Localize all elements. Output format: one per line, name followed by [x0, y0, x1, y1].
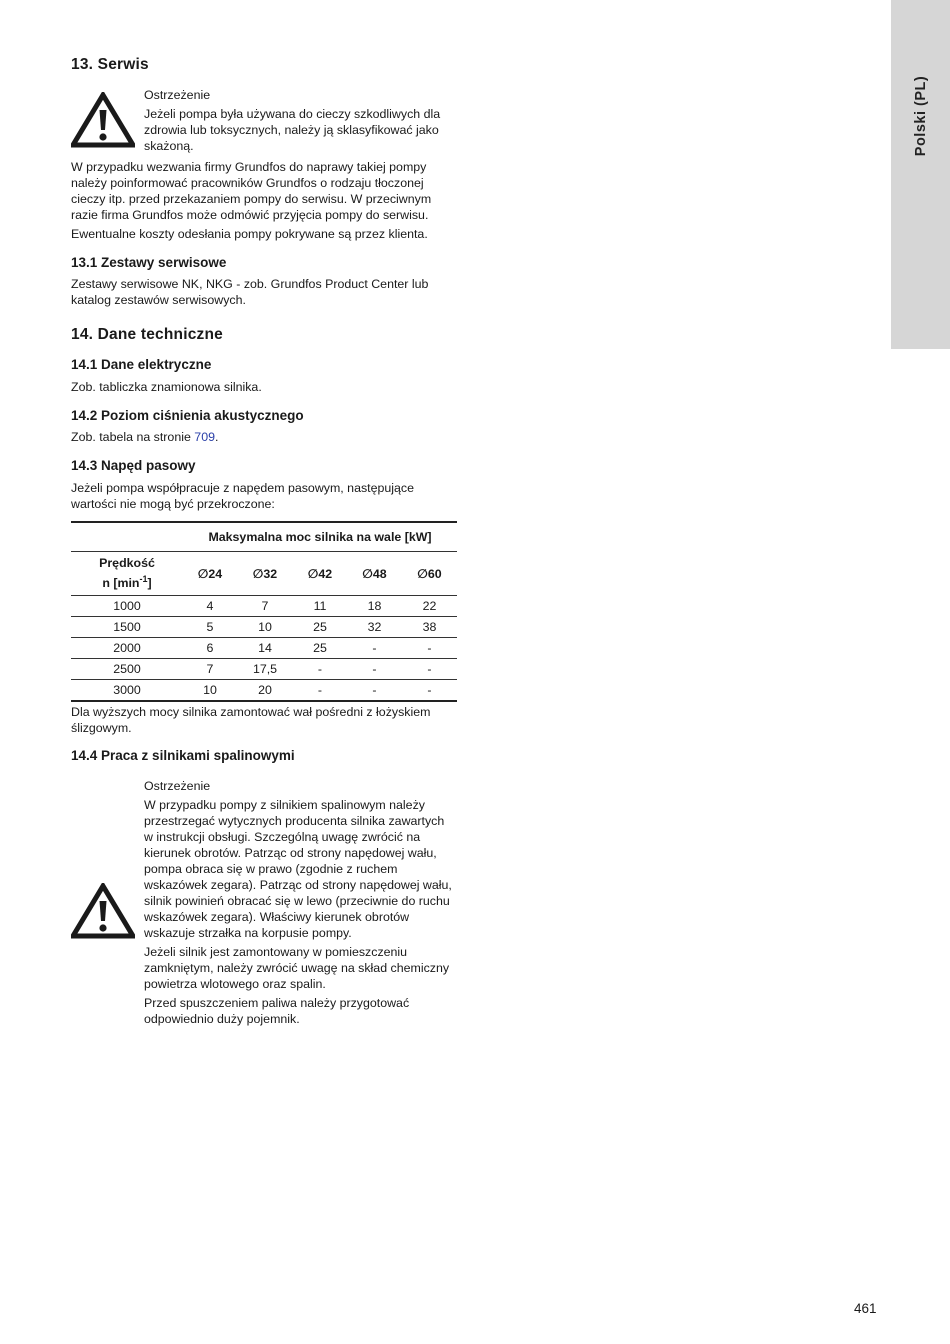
table-cell: 14	[237, 638, 293, 659]
section-13-paragraph-1: W przypadku wezwania firmy Grundfos do naprawy takiej pompy należy poinformować pracowników Grundfos o rodzaju tłoczonej cieczy itp. przed przekazaniem pompy do serwisu. W przeciwnym razie firma Grundfos może odmówić przyjęcia pompy do serwisu.	[71, 160, 432, 222]
warning-triangle-icon	[71, 92, 135, 148]
speed-header-line1: Prędkość	[99, 556, 155, 571]
page-number: 461	[854, 1301, 877, 1316]
table-cell: 6	[183, 638, 237, 659]
table-cell: 2000	[71, 638, 183, 659]
table-row	[71, 680, 457, 702]
table-cell: 10	[183, 680, 237, 702]
warning-paragraph-3: Przed spuszczeniem paliwa należy przygotować odpowiednio duży pojemnik.	[144, 996, 410, 1026]
section-14-2-text-after: .	[214, 430, 219, 444]
section-13-title: 13. Serwis	[71, 56, 149, 73]
table-speed-header	[71, 552, 183, 596]
table-col-header: ∅24	[183, 552, 237, 596]
section-14-1-title: 14.1 Dane elektryczne	[71, 357, 212, 372]
warning-paragraph-2: Jeżeli silnik jest zamontowany w pomieszczeniu zamkniętym, należy zwrócić uwagę na skład chemiczny powietrza wlotowego oraz spalin.	[144, 945, 450, 991]
warning-block-13	[144, 87, 464, 157]
section-14-3-intro: Jeżeli pompa współpracuje z napędem pasowym, następujące wartości nie mogą być przekroczone:	[71, 481, 414, 511]
table-cell: 25	[293, 617, 347, 638]
table-col-header: ∅48	[347, 552, 402, 596]
table-group-header: Maksymalna moc silnika na wale [kW]	[183, 522, 457, 552]
table-cell: -	[293, 680, 347, 702]
table-cell: -	[293, 659, 347, 680]
speed-header-line2: n [min	[102, 576, 140, 591]
table-cell: 7	[237, 596, 293, 617]
section-14-3-note: Dla wyższych mocy silnika zamontować wał pośredni z łożyskiem ślizgowym.	[71, 705, 431, 735]
table-cell: 38	[402, 617, 457, 638]
table-cell: 18	[347, 596, 402, 617]
table-cell: 22	[402, 596, 457, 617]
section-14-3-title: 14.3 Napęd pasowy	[71, 458, 196, 473]
table-col-header: ∅42	[293, 552, 347, 596]
warning-label: Ostrzeżenie	[144, 779, 211, 793]
table-cell: -	[347, 680, 402, 702]
table-row	[71, 638, 457, 659]
table-cell: -	[347, 638, 402, 659]
table-cell: 11	[293, 596, 347, 617]
section-13-1-text: Zestawy serwisowe NK, NKG - zob. Grundfos Product Center lub katalog zestawów serwisowych.	[71, 277, 429, 307]
table-cell: 32	[347, 617, 402, 638]
table-cell: -	[402, 680, 457, 702]
section-14-1-text: Zob. tabliczka znamionowa silnika.	[71, 380, 262, 394]
section-14-2-text-before: Zob. tabela na stronie	[71, 430, 195, 444]
table-cell: 20	[237, 680, 293, 702]
warning-label: Ostrzeżenie	[144, 88, 211, 102]
section-14-2-text	[71, 429, 218, 445]
speed-header-sup: -1	[139, 574, 148, 585]
page-link[interactable]: 709	[194, 430, 215, 444]
warning-block-14-4	[144, 778, 452, 1030]
table-cell: 3000	[71, 680, 183, 702]
table-cell: 25	[293, 638, 347, 659]
table-cell: 1500	[71, 617, 183, 638]
table-cell: 4	[183, 596, 237, 617]
warning-paragraph-1: W przypadku pompy z silnikiem spalinowym należy przestrzegać wytycznych producenta silnika zawartych w instrukcji obsługi. Szczególną uwagę zwrócić na kierunek obrotów. Patrząc od strony napędowej wału, pompa obraca się w prawo (zgodnie z ruchem wskazówek zegara). Patrząc od strony napędowej wału, silnik powinień obracać się w lewo (przeciwnie do ruchu wskazówek zegara). Właściwy kierunek obrotów wskazuje strzałka na korpusie pompy.	[144, 798, 452, 940]
table-cell: 5	[183, 617, 237, 638]
table-cell: -	[402, 638, 457, 659]
table-header-row	[71, 552, 457, 596]
section-14-2-title: 14.2 Poziom ciśnienia akustycznego	[71, 408, 304, 423]
table-row	[71, 617, 457, 638]
table-cell: 2500	[71, 659, 183, 680]
table-cell: 10	[237, 617, 293, 638]
table-cell: -	[347, 659, 402, 680]
language-tab-label: Polski (PL)	[912, 75, 929, 157]
table-corner-cell	[71, 522, 183, 552]
table-row	[71, 596, 457, 617]
section-14-title: 14. Dane techniczne	[71, 326, 223, 343]
table-cell: 7	[183, 659, 237, 680]
belt-drive-table	[71, 521, 457, 702]
table-cell: 17,5	[237, 659, 293, 680]
warning-triangle-icon	[71, 883, 135, 939]
section-13-paragraph-2: Ewentualne koszty odesłania pompy pokrywane są przez klienta.	[71, 227, 428, 241]
speed-header-end: ]	[147, 576, 152, 591]
table-col-header: ∅32	[237, 552, 293, 596]
table-cell: 1000	[71, 596, 183, 617]
section-14-4-title: 14.4 Praca z silnikami spalinowymi	[71, 748, 295, 763]
section-13-1-title: 13.1 Zestawy serwisowe	[71, 255, 227, 270]
table-row	[71, 659, 457, 680]
table-cell: -	[402, 659, 457, 680]
table-col-header: ∅60	[402, 552, 457, 596]
language-tab	[891, 0, 950, 349]
warning-text: Jeżeli pompa była używana do cieczy szkodliwych dla zdrowia lub toksycznych, należy ją sklasyfikować jako skażoną.	[144, 107, 441, 153]
